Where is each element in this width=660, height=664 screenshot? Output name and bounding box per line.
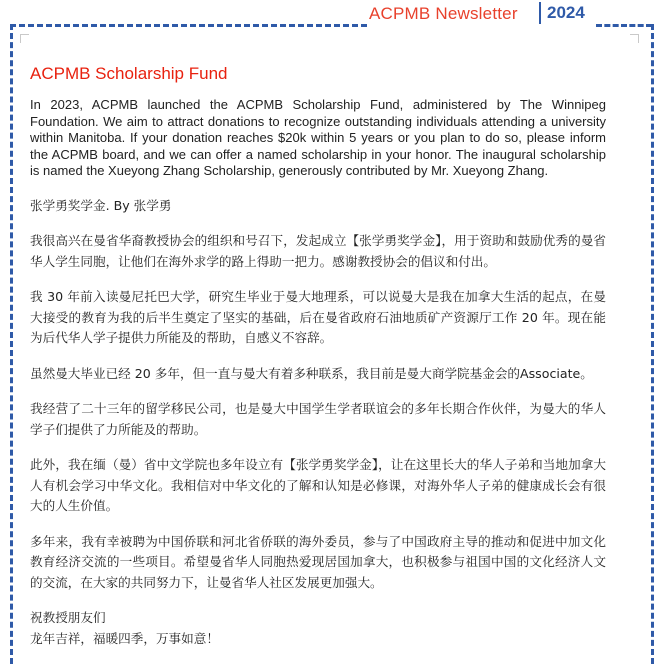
closing-wishes: 龙年吉祥，福暖四季，万事如意！ <box>30 630 219 646</box>
crop-mark-left <box>20 34 29 43</box>
paragraph: 我很高兴在曼省华裔教授协会的组织和号召下，发起成立【张学勇奖学金】，用于资助和鼓励优秀的曼省华人学生同胞，让他们在海外求学的路上得助一把力。感谢教授协会的倡议和付出。 <box>30 233 606 269</box>
paragraph: 我经营了二十三年的留学移民公司，也是曼大中国学生学者联谊会的多年长期合作伙伴，为曼大的华人学子们提供了力所能及的帮助。 <box>30 401 606 437</box>
header-divider <box>539 2 541 24</box>
article-intro: In 2023, ACPMB launched the ACPMB Scholarship Fund, administered by The Winnipeg Foundation. We aim to attract donations to recognize outstanding individuals attending a university within Manitoba. If your donation reaches $20k within 5 years or you plan to do so, please inform the ACPMB board, and we can offer a named scholarship in your honor. The inaugural scholarship is named the Xueyong Zhang Scholarship, generously contributed by Mr. Xueyong Zhang. <box>30 97 606 178</box>
crop-mark-right <box>630 34 639 43</box>
closing-salutation: 祝教授朋友们 <box>30 610 106 625</box>
newsletter-year: 2024 <box>547 3 585 22</box>
newsletter-title: ACPMB Newsletter <box>369 4 518 23</box>
paragraph: 虽然曼大毕业已经 20 多年，但一直与曼大有着多种联系，我目前是曼大商学院基金会的Associate。 <box>30 365 593 381</box>
article <box>30 64 606 649</box>
article-byline: 张学勇奖学金. By 张学勇 <box>30 197 172 213</box>
paragraph: 多年来，我有幸被聘为中国侨联和河北省侨联的海外委员，参与了中国政府主导的推动和促进中加文化教育经济交流的一些项目。希望曼省华人同胞热爱现居国加拿大，也积极参与祖国中国的文化经济人文的交流，在大家的共同努力下，让曼省华人社区发展更加强大。 <box>30 533 606 590</box>
article-title: ACPMB Scholarship Fund <box>30 64 228 83</box>
paragraph: 此外，我在缅（曼）省中文学院也多年设立有【张学勇奖学金】，让在这里长大的华人子弟和当地加拿大人有机会学习中华文化。我相信对中华文化的了解和认知是必修课，对海外华人子弟的健康成长会有很大的人生价值。 <box>30 457 606 513</box>
paragraph: 我 30 年前入读曼尼托巴大学，研究生毕业于曼大地理系，可以说曼大是我在加拿大生活的起点，在曼大接受的教育为我的后半生奠定了坚实的基础，后在曼省政府石油地质矿产资源厅工作 20 年。现在能为后代华人学子提供力所能及的帮助，自感义不容辞。 <box>30 289 606 345</box>
